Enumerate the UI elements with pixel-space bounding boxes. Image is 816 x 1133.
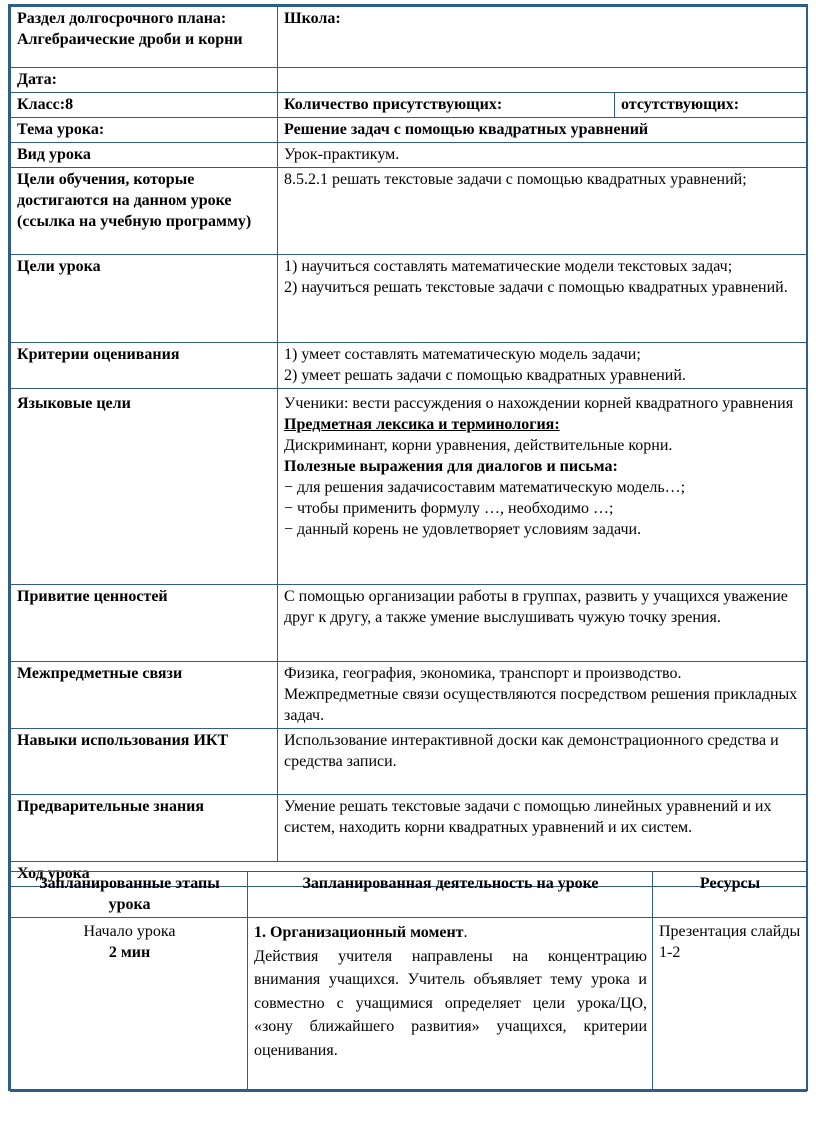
plan-section-cell: Раздел долгосрочного плана: Алгебраические дроби и корни: [11, 7, 278, 68]
goals-value: [278, 255, 807, 343]
school-cell: Школа:: [278, 7, 807, 68]
goal-line: 1) научиться составлять математические модели текстовых задач;: [284, 258, 733, 275]
phrase-item: − для решения задачисоставим математическую модель…;: [284, 479, 686, 496]
objectives-label: Цели обучения, которые достигаются на данном уроке (ссылка на учебную программу): [11, 168, 278, 255]
date-value-cell: [278, 68, 807, 93]
resources-header: Ресурсы: [653, 872, 807, 918]
activity-header: Запланированная деятельность на уроке: [248, 872, 653, 918]
stage-name: Начало урока: [83, 923, 176, 940]
cross-line: Межпредметные связи осуществляются посредством решения прикладных задач.: [284, 686, 798, 724]
stages-header: Запланированные этапы урока: [11, 872, 248, 918]
stage-time: 2 мин: [108, 944, 151, 961]
phrase-item: − данный корень не удовлетворяет условиям задачи.: [284, 521, 642, 538]
topic-label: Тема урока:: [11, 118, 278, 143]
objectives-value: 8.5.2.1 решать текстовые задачи с помощью квадратных уравнений;: [278, 168, 807, 255]
values-value: С помощью организации работы в группах, развить у учащихся уважение друг к другу, а также умение выслушивать чужую точку зрения.: [278, 585, 807, 662]
cross-links-value: [278, 662, 807, 729]
language-goals-value: [278, 389, 807, 585]
activity-cell: 1. Организационный момент. Действия учителя направлены на концентрацию внимания учащихся. Учитель объявляет тему урока и совместно с учащимися определяет цели урока/ЦО, «зону ближайшего развития» учащихся, критерии оценивания.: [248, 918, 653, 1092]
lesson-plan-table: [10, 6, 807, 887]
prior-knowledge-value: Умение решать текстовые задачи с помощью линейных уравнений и их систем, находить корни квадратных уравнений и их систем.: [278, 795, 807, 862]
phrases-heading: Полезные выражения для диалогов и письма:: [284, 458, 618, 475]
lesson-type-label: Вид урока: [11, 143, 278, 168]
criteria-line: 2) умеет решать задачи с помощью квадратных уравнений.: [284, 367, 686, 384]
criteria-value: [278, 343, 807, 389]
lesson-course-heading: Ход урока: [11, 862, 807, 887]
phrase-item: − чтобы применить формулу …, необходимо …;: [284, 500, 614, 517]
criteria-line: 1) умеет составлять математическую модель задачи;: [284, 346, 641, 363]
language-intro: Ученики: вести рассуждения о нахождении корней квадратного уравнения: [284, 395, 794, 412]
lesson-type-value: Урок-практикум.: [278, 143, 807, 168]
stage-cell: [11, 918, 248, 1092]
ict-value: Использование интерактивной доски как демонстрационного средства и средства записи.: [278, 729, 807, 795]
activity-text: Действия учителя направлены на концентрацию внимания учащихся. Учитель объявляет тему урока и совместно с учащимися определяет цели урока/ЦО, «зону ближайшего развития» учащихся, критерии оценивания.: [254, 947, 647, 1059]
present-count-cell: Количество присутствующих:: [278, 93, 615, 118]
class-cell: Класс:8: [11, 93, 278, 118]
topic-value: Решение задач с помощью квадратных уравнений: [278, 118, 807, 143]
lesson-course-table: [10, 871, 807, 1092]
absent-count-cell: отсутствующих:: [615, 93, 807, 118]
cross-line: Физика, география, экономика, транспорт и производство.: [284, 665, 682, 682]
ict-label: Навыки использования ИКТ: [11, 729, 278, 795]
activity-title: 1. Организационный момент: [254, 924, 464, 941]
date-cell: Дата:: [11, 68, 278, 93]
values-label: Привитие ценностей: [11, 585, 278, 662]
goal-line: 2) научиться решать текстовые задачи с помощью квадратных уравнений.: [284, 279, 788, 296]
vocab-heading: Предметная лексика и терминология:: [284, 416, 560, 433]
criteria-label: Критерии оценивания: [11, 343, 278, 389]
language-goals-label: Языковые цели: [11, 389, 278, 585]
vocab-text: Дискриминант, корни уравнения, действительные корни.: [284, 437, 673, 454]
resources-cell: Презентация слайды 1-2: [653, 918, 807, 1092]
prior-knowledge-label: Предварительные знания: [11, 795, 278, 862]
goals-label: Цели урока: [11, 255, 278, 343]
cross-links-label: Межпредметные связи: [11, 662, 278, 729]
